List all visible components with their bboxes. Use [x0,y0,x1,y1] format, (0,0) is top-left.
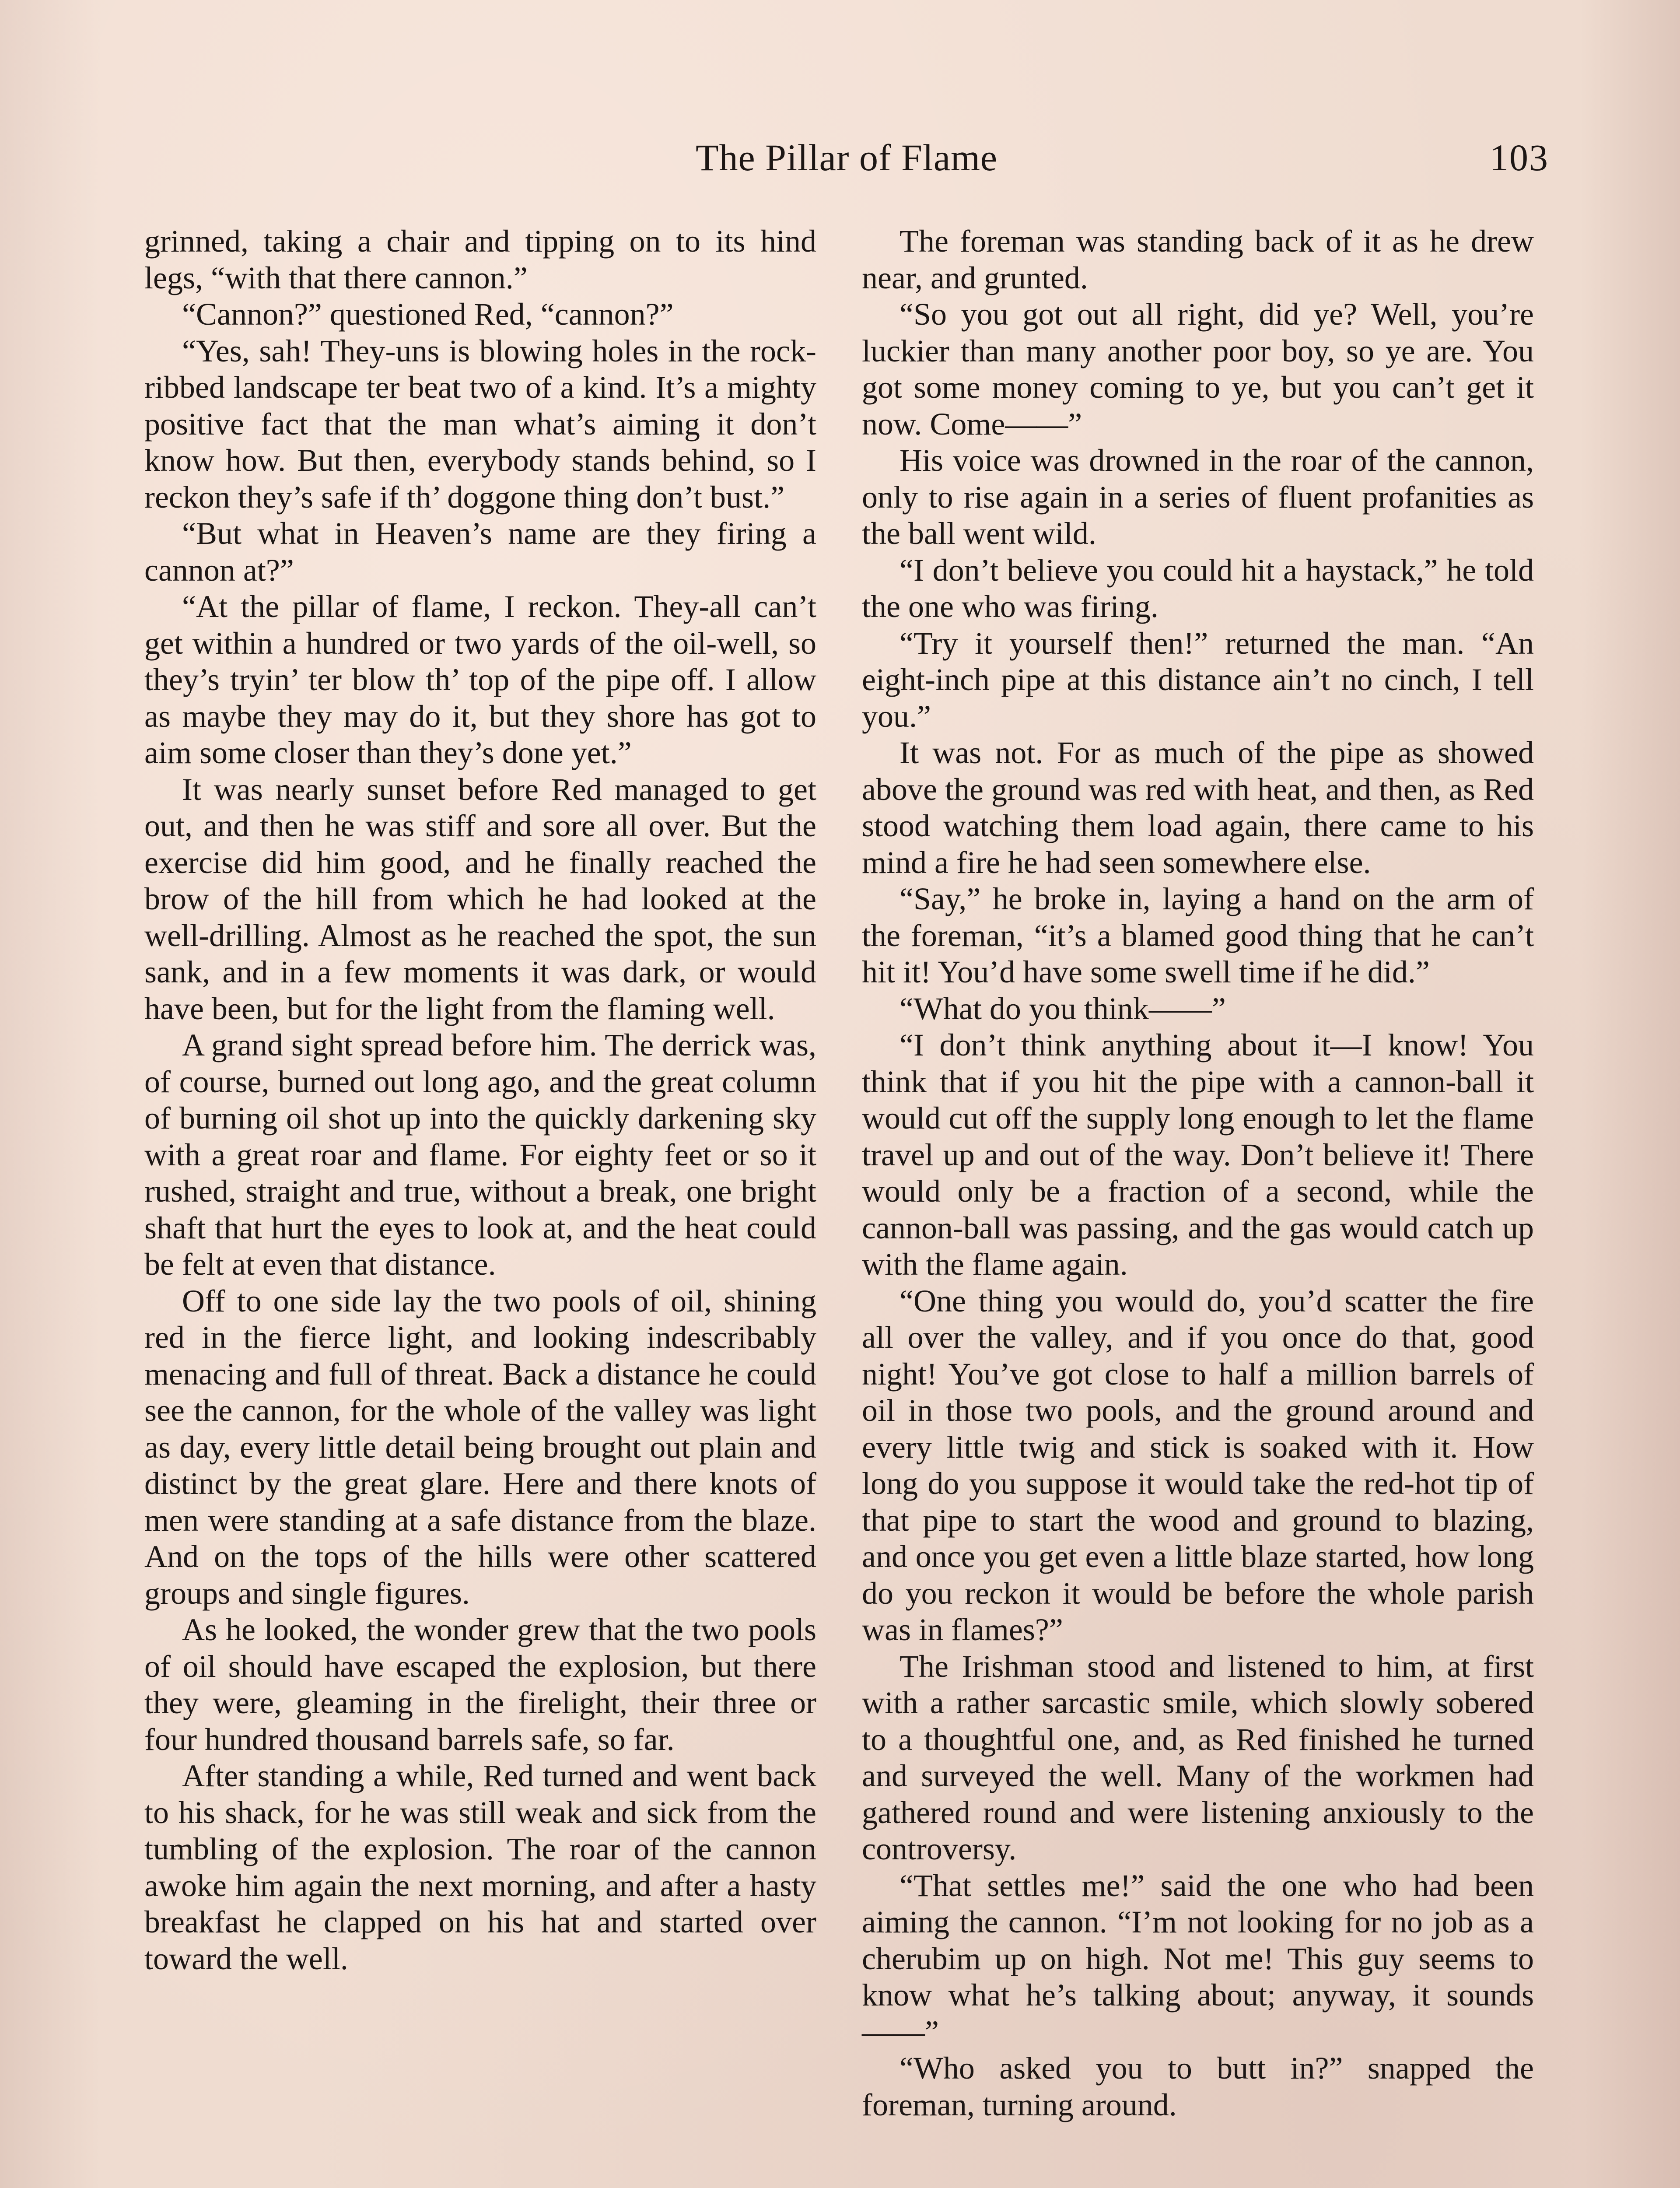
paragraph: It was not. For as much of the pipe as showed above the ground was red with heat, and then, as Red stood watching them load again, there came to his mind a fire he had seen somewhere else. [862,735,1534,880]
paragraph: “Yes, sah! They-uns is blowing holes in the rock-ribbed landscape ter beat two of a kind. It’s a mighty positive fact that the man what’s aiming it don’t know how. But then, everybody stands behind, so I reckon they’s safe if th’ doggone thing don’t bust.” [144,333,816,515]
paragraph: “Who asked you to butt in?” snapped the foreman, turning around. [862,2051,1534,2122]
right-column [862,223,1534,2123]
paragraph: “I don’t think anything about it—I know! You think that if you hit the pipe with a cannon-ball it would cut off the supply long enough to let the flame travel up and out of the way. Don’t believe it! There would only be a fraction of a second, while the cannon-ball was passing, and the gas would catch up with the flame again. [862,1027,1534,1282]
paragraph: “But what in Heaven’s name are they firing a cannon at?” [144,516,816,588]
left-column [144,223,816,1977]
paragraph: “I don’t believe you could hit a haystack,” he told the one who was firing. [862,552,1534,624]
paragraph: A grand sight spread before him. The derrick was, of course, burned out long ago, and the great column of burning oil shot up into the quickly darkening sky with a great roar and flame. For eighty feet or so it rushed, straight and true, without a break, one bright shaft that hurt the eyes to look at, and the heat could be felt at even that distance. [144,1027,816,1282]
page-header [144,131,1549,184]
paragraph: “Say,” he broke in, laying a hand on the arm of the foreman, “it’s a blamed good thing that he can’t hit it! You’d have some swell time if he did.” [862,881,1534,989]
paragraph: The foreman was standing back of it as he drew near, and grunted. [862,224,1534,295]
paragraph: “What do you think——” [900,991,1226,1026]
running-title: The Pillar of Flame [695,137,998,179]
paragraph: “Cannon?” questioned Red, “cannon?” [182,297,674,332]
paragraph: Off to one side lay the two pools of oil, shining red in the fierce light, and looking indescribably menacing and full of threat. Back a distance he could see the cannon, for the whole of the valley was light as day, every little detail being brought out plain and distinct by the great glare. Here and there knots of men were standing at a safe distance from the blaze. And on the tops of the hills were other scattered groups and single figures. [144,1283,816,1611]
paragraph: “So you got out all right, did ye? Well, you’re luckier than many another poor boy, so ye are. You got some money coming to ye, but you can’t get it now. Come——” [862,297,1534,442]
paragraph: grinned, taking a chair and tipping on to its hind legs, “with that there cannon.” [144,224,816,295]
paragraph: After standing a while, Red turned and went back to his shack, for he was still weak and sick from the tumbling of the explosion. The roar of the cannon awoke him again the next morning, and after a hasty breakfast he clapped on his hat and started over toward the well. [144,1758,816,1976]
paragraph: “Try it yourself then!” returned the man. “An eight-inch pipe at this distance ain’t no cinch, I tell you.” [862,625,1534,734]
paragraph: “That settles me!” said the one who had been aiming the cannon. “I’m not looking for no job as a cherubim up on high. Not me! This guy seems to know what he’s talking about; anyway, it sounds——” [862,1868,1534,2049]
paragraph: “At the pillar of flame, I reckon. They-all can’t get within a hundred or two yards of the oil-well, so they’s tryin’ ter blow th’ top of the pipe off. I allow as maybe they may do it, but they shore has got to aim some closer than they’s done yet.” [144,589,816,770]
page-number: 103 [1490,137,1549,179]
paragraph: “One thing you would do, you’d scatter the fire all over the valley, and if you once do that, good night! You’ve got close to half a million barrels of oil in those two pools, and the ground around and every little twig and stick is soaked with it. How long do you suppose it would take the red-hot tip of that pipe to start the wood and ground to blazing, and once you get even a little blaze started, how long do you reckon it would be before the whole parish was in flames?” [862,1283,1534,1647]
paragraph: The Irishman stood and listened to him, at first with a rather sarcastic smile, which slowly sobered to a thoughtful one, and, as Red finished he turned and surveyed the well. Many of the workmen had gathered round and were listening anxiously to the controversy. [862,1648,1534,1866]
paragraph: It was nearly sunset before Red managed to get out, and then he was stiff and sore all over. But the exercise did him good, and he finally reached the brow of the hill from which he had looked at the well-drilling. Almost as he reached the spot, the sun sank, and in a few moments it was dark, or would have been, but for the light from the flaming well. [144,771,816,1026]
paragraph: As he looked, the wonder grew that the two pools of oil should have escaped the explosion, but there they were, gleaming in the firelight, their three or four hundred thousand barrels safe, so far. [144,1612,816,1757]
paragraph: His voice was drowned in the roar of the cannon, only to rise again in a series of fluent profanities as the ball went wild. [862,443,1534,551]
